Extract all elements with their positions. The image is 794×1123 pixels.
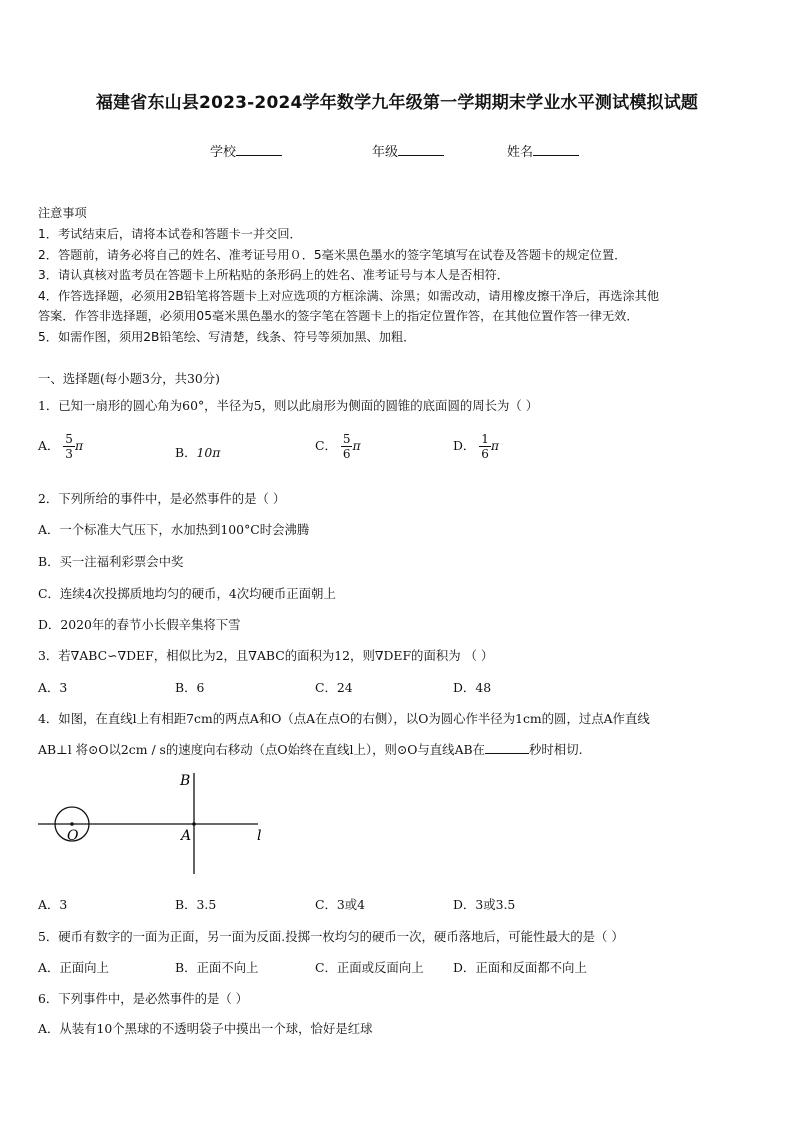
q1-option-b [175, 443, 220, 461]
q1-b-text: 10π [196, 445, 221, 460]
q3-option-d: D．48 [453, 680, 492, 695]
answer-blank [485, 742, 529, 754]
label-l: l [257, 828, 262, 844]
q4-line2-end: 秒时相切. [529, 742, 583, 757]
name-label: 姓名 [507, 145, 534, 160]
q5-stem: 5．硬币有数字的一面为正面，另一面为反面.投掷一枚均匀的硬币一次，硬币落地后，可能性最大的是（ ） [38, 929, 624, 944]
q1-option-c [315, 432, 361, 461]
label-a: A [181, 828, 192, 844]
q5-option-c: C．正面或反面向上 [315, 960, 424, 975]
q1-a-label: A． [38, 438, 60, 453]
q2-option-a: A．一个标准大气压下，水加热到100°C时会沸腾 [38, 522, 310, 537]
notice-item: 2．答题前，请务必将自己的姓名、准考证号用０．5毫米黑色墨水的签字笔填写在试卷及答题卡的规定位置． [38, 248, 627, 262]
q2-stem: 2．下列所给的事件中，是必然事件的是（ ） [38, 491, 286, 506]
q1-option-a [38, 432, 83, 461]
q6-stem: 6．下列事件中，是必然事件的是（ ） [38, 991, 249, 1006]
label-b: B [180, 773, 191, 789]
q4-option-b: B．3.5 [175, 897, 217, 912]
q1-d-fraction [479, 432, 491, 461]
q1-c-num: 5 [342, 432, 351, 446]
q4-line2-text: AB⊥l 将⊙O以2cm / s的速度向右移动（点O始终在直线l上），则⊙O与直线AB在 [38, 742, 486, 757]
q1-c-pi: π [352, 438, 361, 453]
q4-option-a: A．3 [38, 897, 68, 912]
page-title: 福建省东山县2023-2024学年数学九年级第一学期期末学业水平测试模拟试题 [95, 93, 699, 113]
q1-a-den: 3 [65, 447, 73, 461]
q1-option-d [453, 432, 499, 461]
school-blank [236, 143, 282, 156]
grade-blank [398, 143, 444, 156]
q3-option-b: B．6 [175, 680, 205, 695]
label-o: O [67, 828, 79, 844]
q3-stem: 3．若∇ABC∽∇DEF，相似比为2，且∇ABC的面积为12，则∇DEF的面积为 （ ） [38, 648, 494, 663]
q1-a-pi: π [74, 438, 84, 453]
name-field [507, 141, 579, 160]
q4-option-d: D．3或3.5 [453, 897, 516, 912]
center-o-dot [70, 822, 74, 826]
school-label: 学校 [210, 145, 237, 160]
q1-c-fraction [341, 432, 353, 461]
grade-label: 年级 [372, 145, 399, 160]
notice-item: 5．如需作图，须用2B铅笔绘、写清楚，线条、符号等须加黑、加粗． [38, 330, 416, 344]
q1-a-fraction [63, 432, 75, 461]
q4-figure [30, 768, 280, 878]
q1-c-label: C． [315, 438, 337, 453]
name-blank [533, 143, 579, 156]
q1-c-den: 6 [342, 447, 351, 461]
q2-option-b: B．买一注福利彩票会中奖 [38, 554, 184, 569]
notice-item: 答案．作答非选择题，必须用05毫米黑色墨水的签字笔在答题卡上的指定位置作答，在其他位置作答一律无效． [38, 309, 639, 323]
q2-option-c: C．连续4次投掷质地均匀的硬币，4次均硬币正面朝上 [38, 586, 336, 601]
q5-option-d: D．正面和反面都不向上 [453, 960, 587, 975]
q4-option-c: C．3或4 [315, 897, 366, 912]
q3-option-a: A．3 [38, 680, 68, 695]
notice-item: 4．作答选择题，必须用2B铅笔将答题卡上对应选项的方框涂满、涂黑；如需改动，请用橡皮擦干净后，再选涂其他 [38, 289, 660, 303]
q4-line1: 4．如图，在直线l上有相距7cm的两点A和O（点A在点O的右侧），以O为圆心作半径为1cm的圆，过点A作直线 [38, 711, 650, 726]
q1-stem: 1．已知一扇形的圆心角为60°，半径为5，则以此扇形为侧面的圆锥的底面圆的周长为（ ） [38, 398, 539, 413]
q1-d-label: D． [453, 438, 476, 453]
q5-option-a: A．正面向上 [38, 960, 109, 975]
q1-a-num: 5 [65, 432, 73, 446]
q1-d-num: 1 [481, 432, 489, 446]
q6-option-a: A．从装有10个黑球的不透明袋子中摸出一个球，恰好是红球 [38, 1021, 373, 1036]
school-field [210, 141, 282, 160]
q2-option-d: D．2020年的春节小长假辛集将下雪 [38, 617, 241, 632]
grade-field [372, 141, 444, 160]
notice-item: 1．考试结束后，请将本试卷和答题卡一并交回． [38, 227, 302, 241]
q1-d-den: 6 [481, 447, 489, 461]
q1-b-label: B． [175, 445, 197, 460]
q4-line2 [38, 740, 583, 758]
q1-d-pi: π [490, 438, 500, 453]
notice-item: 3．请认真核对监考员在答题卡上所粘贴的条形码上的姓名、准考证号与本人是否相符． [38, 268, 509, 282]
point-a-dot [192, 822, 196, 826]
q5-option-b: B．正面不向上 [175, 960, 259, 975]
section-heading: 一、选择题(每小题3分，共30分) [38, 371, 221, 386]
notice-heading: 注意事项 [38, 206, 87, 220]
q3-option-c: C．24 [315, 680, 353, 695]
